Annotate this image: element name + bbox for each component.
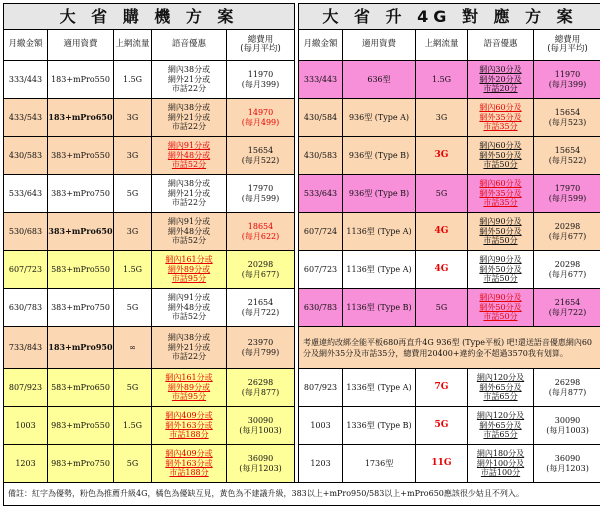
total-cell [227, 289, 295, 327]
header-total-sub: (每月平均) [547, 44, 588, 54]
plan-cell: 1336型 (Type B) [343, 407, 416, 445]
voice-line: 市話50分 [483, 274, 518, 284]
voice-line: 市話65分 [483, 430, 518, 440]
voice-line: 網內38分或 [167, 179, 211, 189]
amount-cell: 807/923 [299, 369, 343, 407]
total-value: 20298 [247, 260, 274, 269]
plan-cell: 583+mPro650 [48, 369, 114, 407]
data-cell: 3G [416, 137, 468, 175]
total-average: (每月877) [241, 387, 280, 397]
voice-line: 網內161分或 [165, 373, 213, 383]
total-value: 21654 [247, 298, 274, 307]
voice-line: 網外35分及 [479, 112, 522, 122]
header-total-label: 總費用 [554, 34, 581, 45]
total-value: 36090 [554, 454, 581, 463]
total-cell [227, 137, 295, 175]
total-average: (每月399) [548, 79, 587, 89]
voice-line: 市話35分 [483, 122, 518, 132]
voice-line: 網外65分及 [479, 420, 522, 430]
data-cell: 3G [114, 137, 152, 175]
data-cell: 1.5G [114, 407, 152, 445]
header-total [534, 30, 600, 61]
voice-line: 市話50分 [483, 312, 518, 322]
amount-cell: 630/783 [299, 289, 343, 327]
data-cell: 1.5G [416, 61, 468, 99]
voice-line: 市話22分 [171, 198, 207, 208]
voice-cell [468, 137, 534, 175]
plan-cell: 636型 [343, 61, 416, 99]
voice-line: 網內60分及 [479, 103, 522, 113]
data-cell: 5G [416, 175, 468, 213]
data-cell: 5G [416, 289, 468, 327]
voice-line: 網內38分或 [167, 333, 211, 343]
plan-rows [4, 61, 600, 483]
total-cell [227, 99, 295, 137]
voice-cell [152, 175, 227, 213]
plan-cell: 383+mPro650 [48, 213, 114, 251]
amount-cell: 1203 [4, 445, 48, 483]
total-value: 20298 [554, 222, 581, 231]
plan-cell: 183+mPro950 [48, 327, 114, 369]
total-value: 11970 [554, 70, 581, 79]
voice-line: 市話50分 [483, 160, 518, 170]
amount-cell: 1203 [299, 445, 343, 483]
total-cell [227, 61, 295, 99]
voice-line: 市話35分 [483, 198, 518, 208]
amount-cell: 533/643 [299, 175, 343, 213]
voice-line: 市話65分 [483, 392, 518, 402]
total-cell [227, 369, 295, 407]
voice-line: 網外21分或 [167, 112, 211, 122]
amount-cell: 333/443 [299, 61, 343, 99]
plan-cell: 183+mPro650 [48, 99, 114, 137]
total-average: (每月877) [548, 387, 587, 397]
amount-cell: 1003 [4, 407, 48, 445]
total-average: (每月622) [241, 231, 280, 241]
plan-cell: 183+mPro550 [48, 61, 114, 99]
header-plan: 適用資費 [343, 30, 416, 61]
total-value: 15654 [554, 146, 581, 155]
total-cell [227, 327, 295, 369]
voice-line: 網外163分或 [165, 458, 213, 468]
voice-line: 市話95分 [171, 392, 207, 402]
header-total [227, 30, 295, 61]
total-average: (每月722) [548, 307, 587, 317]
voice-line: 網內409分或 [165, 411, 213, 421]
table-row [4, 61, 600, 99]
total-value: 14970 [247, 108, 274, 117]
voice-cell [152, 407, 227, 445]
total-value: 17970 [247, 184, 274, 193]
total-average: (每月1003) [239, 425, 282, 435]
total-cell [227, 407, 295, 445]
total-value: 26298 [554, 378, 581, 387]
voice-cell [468, 407, 534, 445]
table-row [4, 175, 600, 213]
voice-line: 網外163分或 [165, 420, 213, 430]
voice-cell [468, 251, 534, 289]
table-row [4, 137, 600, 175]
total-value: 30090 [247, 416, 274, 425]
voice-cell [468, 175, 534, 213]
amount-cell: 807/923 [4, 369, 48, 407]
voice-cell [152, 251, 227, 289]
total-cell [534, 407, 600, 445]
data-cell: 4G [416, 213, 468, 251]
voice-line: 網外48分或 [167, 226, 211, 236]
voice-cell [468, 369, 534, 407]
total-cell [534, 61, 600, 99]
total-cell [534, 369, 600, 407]
table-row [4, 289, 600, 327]
voice-line: 市話50分 [483, 236, 518, 246]
total-average: (每月677) [548, 269, 587, 279]
total-average: (每月799) [241, 347, 280, 357]
voice-line: 市話95分 [171, 274, 207, 284]
data-cell: 5G [114, 289, 152, 327]
table-row [4, 99, 600, 137]
data-cell: ∞ [114, 327, 152, 369]
voice-line: 網外100分及 [476, 458, 525, 468]
plan-cell: 383+mPro750 [48, 175, 114, 213]
total-value: 11970 [247, 70, 274, 79]
voice-cell [468, 213, 534, 251]
total-average: (每月399) [241, 79, 280, 89]
voice-line: 網外50分及 [479, 150, 522, 160]
voice-line: 網外50分及 [479, 264, 522, 274]
amount-cell: 530/683 [4, 213, 48, 251]
plan-cell: 1136型 (Type B) [343, 289, 416, 327]
voice-cell [152, 327, 227, 369]
plan-cell: 936型 (Type B) [343, 137, 416, 175]
upgrade-note: 考慮違約改綁全能平板680再直升4G 936型 (Type平板) 吧!還送語音優惠網內60分及網外35分及市話35分，總費用20400+違約金不超過3570我有划算。 [299, 327, 600, 369]
header-data: 上網流量 [114, 30, 152, 61]
header-data: 上網流量 [416, 30, 468, 61]
total-cell [227, 213, 295, 251]
voice-line: 網內90分及 [479, 217, 522, 227]
table-row [4, 327, 600, 369]
amount-cell: 433/543 [4, 99, 48, 137]
total-average: (每月677) [548, 231, 587, 241]
header-total-label: 總費用 [247, 34, 274, 45]
data-cell: 11G [416, 445, 468, 483]
voice-line: 網內90分及 [479, 293, 522, 303]
amount-cell: 430/584 [299, 99, 343, 137]
table-row [4, 369, 600, 407]
voice-cell [152, 99, 227, 137]
voice-line: 網內38分或 [167, 65, 211, 75]
voice-line: 網外89分或 [167, 382, 211, 392]
total-value: 30090 [554, 416, 581, 425]
amount-cell: 607/724 [299, 213, 343, 251]
total-average: (每月1003) [546, 425, 589, 435]
amount-cell: 607/723 [4, 251, 48, 289]
voice-line: 網外48分或 [167, 302, 211, 312]
total-value: 15654 [247, 146, 274, 155]
plan-cell: 583+mPro550 [48, 251, 114, 289]
voice-line: 市話22分 [171, 122, 207, 132]
voice-cell [152, 61, 227, 99]
total-value: 26298 [247, 378, 274, 387]
voice-line: 網內120分及 [476, 411, 525, 421]
amount-cell: 733/843 [4, 327, 48, 369]
total-cell [227, 175, 295, 213]
left-title: 大 省 購 機 方 案 [4, 4, 295, 30]
data-cell: 3G [114, 99, 152, 137]
data-cell: 5G [114, 175, 152, 213]
plan-cell: 1336型 (Type A) [343, 369, 416, 407]
total-cell [534, 289, 600, 327]
voice-cell [468, 445, 534, 483]
total-average: (每月599) [548, 193, 587, 203]
voice-line: 網內120分及 [476, 373, 525, 383]
voice-line: 網內90分及 [479, 255, 522, 265]
data-cell: 7G [416, 369, 468, 407]
voice-cell [152, 369, 227, 407]
data-cell: 1.5G [114, 251, 152, 289]
voice-line: 網內409分或 [165, 449, 213, 459]
plan-cell: 983+mPro550 [48, 407, 114, 445]
table-row [4, 213, 600, 251]
amount-cell: 533/643 [4, 175, 48, 213]
voice-line: 網外35分及 [479, 188, 522, 198]
voice-line: 網外50分及 [479, 302, 522, 312]
total-value: 20298 [554, 260, 581, 269]
header-voice: 語音優惠 [152, 30, 227, 61]
voice-cell [468, 289, 534, 327]
total-average: (每月722) [241, 307, 280, 317]
header-plan: 適用資費 [48, 30, 114, 61]
table-row [4, 251, 600, 289]
amount-cell: 630/783 [4, 289, 48, 327]
voice-line: 網外21分或 [167, 188, 211, 198]
total-cell [534, 175, 600, 213]
footer-note: 備註：紅字為優勢，粉色為推薦升級4G，橘色為優缺互見，黃色為不建議升級，383以上+mPro950/583以上+mPro650應該很少姑且不列入。 [4, 483, 600, 506]
header-voice: 語音優惠 [468, 30, 534, 61]
voice-line: 市話188分 [169, 468, 209, 478]
total-value: 18654 [247, 222, 274, 231]
voice-line: 市話52分 [171, 160, 207, 170]
total-average: (每月599) [241, 193, 280, 203]
data-cell: 5G [114, 369, 152, 407]
voice-line: 網內60分及 [479, 141, 522, 151]
total-average: (每月499) [241, 117, 280, 127]
amount-cell: 333/443 [4, 61, 48, 99]
plan-comparison [3, 3, 597, 506]
total-value: 36090 [247, 454, 274, 463]
voice-line: 網外21分或 [167, 74, 211, 84]
voice-line: 網內60分及 [479, 179, 522, 189]
voice-cell [152, 213, 227, 251]
voice-line: 市話100分 [480, 468, 521, 478]
voice-cell [152, 445, 227, 483]
total-cell [534, 99, 600, 137]
total-cell [534, 213, 600, 251]
amount-cell: 607/723 [299, 251, 343, 289]
header-amount: 月繳金額 [299, 30, 343, 61]
voice-line: 網內30分及 [479, 65, 522, 75]
plan-cell: 1736型 [343, 445, 416, 483]
total-average: (每月1203) [546, 463, 589, 473]
voice-line: 市話188分 [169, 430, 209, 440]
voice-line: 網內38分或 [167, 103, 211, 113]
plan-cell: 383+mPro750 [48, 289, 114, 327]
voice-line: 市話20分 [483, 84, 518, 94]
total-cell [534, 251, 600, 289]
plan-cell: 383+mPro550 [48, 137, 114, 175]
voice-line: 市話22分 [171, 352, 207, 362]
voice-line: 網外48分或 [167, 150, 211, 160]
total-cell [227, 251, 295, 289]
voice-line: 市話52分 [171, 312, 207, 322]
data-cell: 3G [416, 99, 468, 137]
total-average: (每月1203) [239, 463, 282, 473]
total-average: (每月522) [241, 155, 280, 165]
voice-cell [468, 99, 534, 137]
voice-cell [152, 137, 227, 175]
data-cell: 5G [416, 407, 468, 445]
voice-line: 網外21分或 [167, 342, 211, 352]
amount-cell: 430/583 [4, 137, 48, 175]
data-cell: 5G [114, 445, 152, 483]
total-value: 15654 [554, 108, 581, 117]
plan-table [3, 3, 600, 506]
voice-line: 網內161分或 [165, 255, 213, 265]
voice-line: 網內91分或 [167, 293, 211, 303]
header-total-sub: (每月平均) [240, 44, 281, 54]
total-value: 23970 [247, 338, 274, 347]
data-cell: 1.5G [114, 61, 152, 99]
total-average: (每月522) [548, 155, 587, 165]
total-average: (每月523) [548, 117, 587, 127]
total-cell [534, 137, 600, 175]
plan-cell: 936型 (Type B) [343, 175, 416, 213]
amount-cell: 1003 [299, 407, 343, 445]
voice-line: 網內91分或 [167, 141, 211, 151]
plan-cell: 1136型 (Type A) [343, 251, 416, 289]
table-row [4, 445, 600, 483]
plan-cell: 936型 (Type A) [343, 99, 416, 137]
data-cell: 4G [416, 251, 468, 289]
voice-line: 網內180分及 [476, 449, 525, 459]
voice-line: 網外20分及 [479, 74, 522, 84]
amount-cell: 430/583 [299, 137, 343, 175]
voice-line: 網外89分或 [167, 264, 211, 274]
total-average: (每月677) [241, 269, 280, 279]
total-cell [227, 445, 295, 483]
voice-cell [152, 289, 227, 327]
voice-cell [468, 61, 534, 99]
voice-line: 市話52分 [171, 236, 207, 246]
total-cell [534, 445, 600, 483]
data-cell: 3G [114, 213, 152, 251]
voice-line: 網內91分或 [167, 217, 211, 227]
voice-line: 市話22分 [171, 84, 207, 94]
voice-line: 網外50分及 [479, 226, 522, 236]
table-row [4, 407, 600, 445]
header-amount: 月繳金額 [4, 30, 48, 61]
voice-line: 網外65分及 [479, 382, 522, 392]
plan-cell: 983+mPro750 [48, 445, 114, 483]
plan-cell: 1136型 (Type A) [343, 213, 416, 251]
total-value: 21654 [554, 298, 581, 307]
right-title: 大 省 升 4G 對 應 方 案 [299, 4, 600, 30]
total-value: 17970 [554, 184, 581, 193]
